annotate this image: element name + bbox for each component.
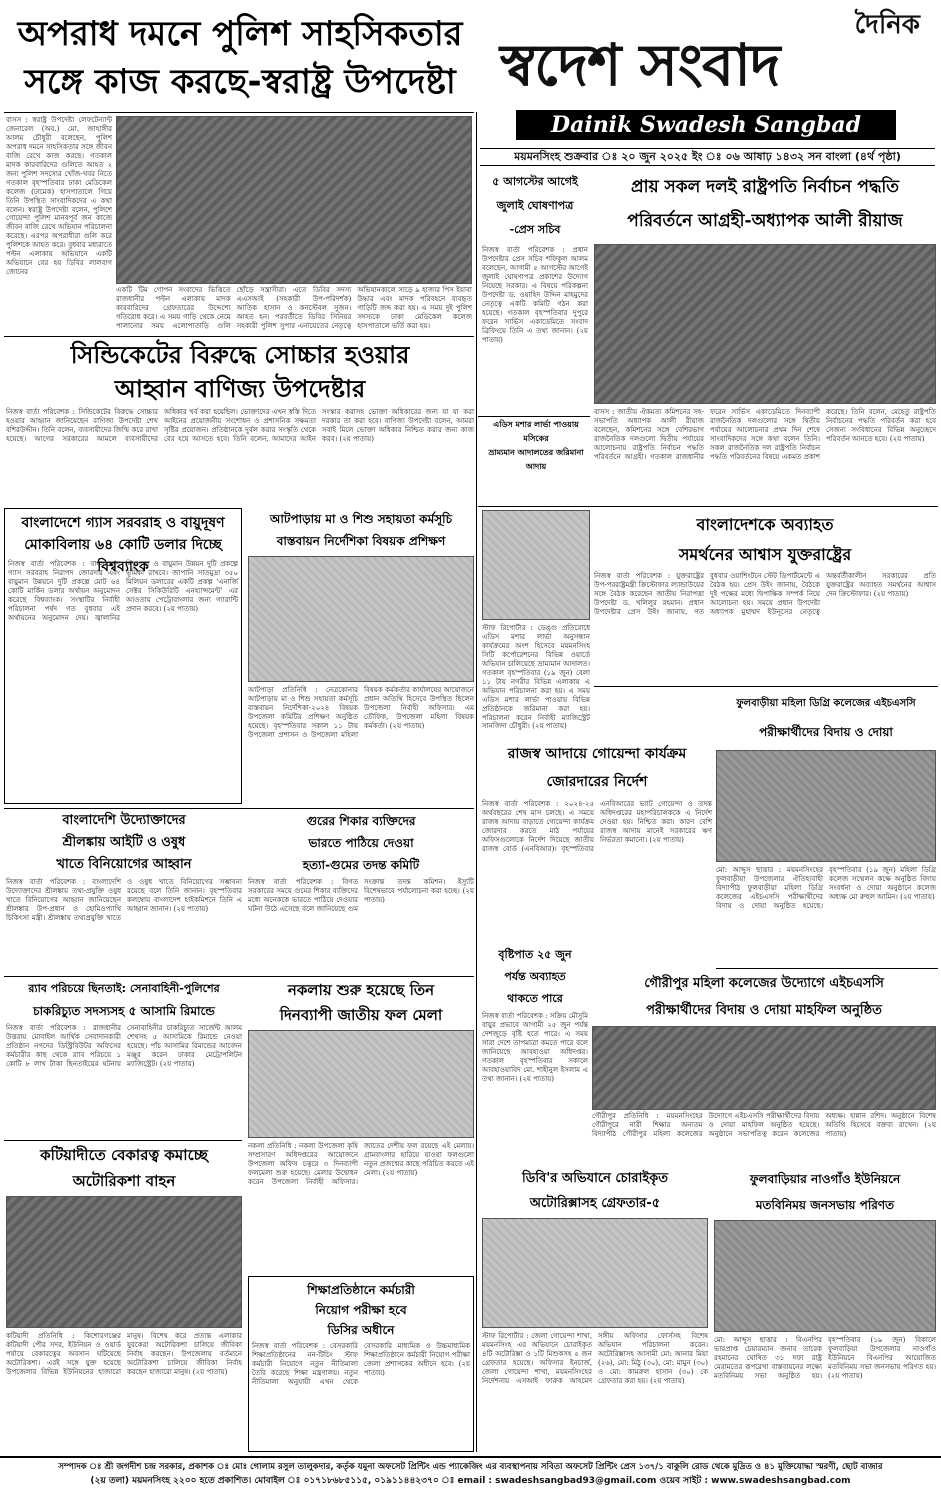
syndicate-headline-line-2: আহ্বান বাণিজ্য উপদেষ্টার	[114, 375, 366, 403]
katiadi-photo	[6, 1196, 242, 1328]
gas-text: নিজস্ব বার্তা পরিবেশক : বাংলাদেশে গ্যাস সরবরাহ নিরাপদ জোরদার এবং বায়ুমান উন্নয়নে দুটি প্রকল্পে মোট ৬৪ কোটি মার্কিন ডলার অর্থায়ন অনুমোদন করেছে বিশ্বব্যাংক। সংস্থাটির নির্বাহী পরিচালনা পর্ষদ গত বুধবার এই অর্থায়নের অনুমোদন দেয়। জ্বালানির নিরাপত্তা ও বায়ুমান উন্নয়ন দুটি প্রকল্পে ভূমিকা রাখবে। জাপানি সাতমুদ্রা ৩৫০ মিলিয়ন ডলারের একটি প্রকল্প 'এনার্জি সেক্টর সিকিউরিটি এনহ্যান্সমেন্ট' এর আওতায় পেট্রোবাংলার জন্য গ্যারান্টি প্রদান করবে। (২য় পাতায়)	[8, 560, 238, 622]
arrest-headline-line-2: অটোরিক্সাসহ গ্রেফতার-৫	[529, 1196, 661, 1211]
sugar-headline	[248, 810, 474, 876]
divider	[716, 968, 938, 969]
fruit-headline	[248, 978, 474, 1028]
katiadi-text: কটিয়াদী প্রতিনিধি : কিশোরগঞ্জের কটিয়াদী পৌর সদর, ইউনিয়ন ও ওয়ার্ড পর্যায়ে বেকারত্বের অবসান ঘটিয়েছে অটোরিকশা। এরই সঙ্গে যুক্ত হয়েছে উপজেলার বিভিন্ন ইউনিয়নের হাজারো মানুষ। বিশেষ করে প্রত্যন্ত এলাকার যুবকেরা অটোরিকশা চালিয়ে জীবিকা নির্বাহ করছেন। উপজেলায় বর্তমানে অটোরিকশা চালিয়ে জীবিকা নির্বাহ করছেন হাজারো মানুষ। (২য় পাতায়)	[6, 1332, 242, 1376]
divider	[594, 686, 938, 687]
gauripur-headline	[592, 970, 936, 1024]
revenue-headline-line-2: জোরদারের নির্দেশ	[546, 774, 648, 790]
usa-headline-line-2: সমর্থনের আশ্বাস যুক্তরাষ্ট্রের	[678, 545, 852, 564]
fulbaria-college-text: মো: আব্দুস ছাত্তার : ময়মনসিংহের ফুলবাড়ীয়া উপজেলার ঐতিহ্যবাহী বিদ্যাপীঠ ফুলবাড়ীয়া মহিলা ডিগ্রি কলেজের এইচএসসি পরীক্ষার্থীদের বিদায় ও দোয়া অনুষ্ঠিত হয়েছে। বৃহস্পতিবার (১৯ জুন) মহিলা ডিগ্রি কলেজ সম্মেলন কক্ষে অনুষ্ঠিত বিদায় সংবর্ধনা ও দোয়া অনুষ্ঠানে কলেজ অধ্যক্ষ মো রুহুল আমিন। (২য় পাতায়)	[716, 866, 936, 910]
fulbaria-union-headline	[714, 1166, 936, 1218]
education-headline-line-2: নিয়োগ পরীক্ষা হবে	[315, 1303, 407, 1317]
masthead-daily: দৈনিক	[854, 10, 920, 40]
divider	[476, 112, 477, 1452]
sugar-headline-line-3: হত্যা-গুমের তদন্ত কমিটি	[302, 858, 420, 872]
usa-headline	[594, 510, 936, 570]
atpara-headline-line-1: আটপাড়ায় মা ও শিশু সহায়তা কর্মসূচি	[269, 512, 453, 526]
entrepreneurs-headline	[6, 810, 242, 876]
masthead-english: Dainik Swadesh Sangbad	[516, 110, 896, 140]
footer	[0, 1456, 941, 1490]
entrepreneurs-text: নিজস্ব বার্তা পরিবেশক : বাংলাদেশি উদ্যোক্তাদের শ্রীলঙ্কায় তথ্য-প্রযুক্তি ওষুধ খাতে বিনিয়োগের আহ্বান জানিয়েছেন শ্রীলঙ্কার উপ-প্রধান ও হোমিওপ্যাথি চিকিৎসা মন্ত্রী। শ্রীলঙ্কায় তথ্যপ্রযুক্তি খাতে ও ওষুধ খাতে বিনিয়োগের সম্ভাবনা রয়েছে বলে তিনি জানান। বৃহস্পতিবার কলম্বোয় বাংলাদেশ হাইকমিশনে তিনি এ আহ্বান জানান। (২য় পাতায়)	[6, 878, 242, 922]
fulbaria-union-photo	[714, 1220, 936, 1332]
rain-text: নিজস্ব বার্তা পরিবেশক : সক্রিয় মৌসুমি বায়ুর প্রভাবে আগামী ২৫ জুন পর্যন্ত দেশজুড়ে বৃষ্টি হতে পারে। এ সময় সারা দেশে তাপমাত্রা কমতে পারে বলে জানিয়েছে আবহাওয়া অধিদপ্তর। গতকাল বৃহস্পতিবার সকালে আবহাওয়াবিদ মো. শাহীনুল ইসলাম এ তথ্য জানান। (২য় পাতায়)	[482, 1012, 588, 1083]
masthead-title: স্বদেশ সংবাদ	[500, 31, 780, 99]
divider	[4, 976, 474, 977]
footer-line-2: (২য় তলা) ময়মনসিংহ ২২০০ হতে প্রকাশিত। মোবাইল ঃ ০১৭১৮৬৮৫১১৫, ০১৯১১৪৪২৩৭০ ঃ email : swadeshsangbad93@gmail.com ওয়েব সাইট : www.swadeshsangbad.com	[90, 1476, 851, 1486]
fruit-text: নকলা প্রতিনিধি : নকলা উপজেলা কৃষি সম্প্রসারণ অধিদপ্তরের আয়োজনে উপজেলা অফিস চত্বরে ৩ দিনব্যাপী ফলমেলা শুরু হয়েছে। মেলার উদ্বোধন করেন উপজেলা নির্বাহী অফিসার। জাতের দেশীয় ফল রয়েছে এই মেলায়। গ্রামবাংলার হারিয়ে যাওয়া ফলগুলো নতুন প্রজন্মের কাছে পরিচিত করতে এই মেলা। (২য় পাতায়)	[248, 1142, 474, 1186]
president-photo	[594, 244, 936, 404]
usa-text: নিজস্ব বার্তা পরিবেশক : যুক্তরাষ্ট্রের উপ-পররাষ্ট্রমন্ত্রী ক্রিস্টোফার ল্যান্ডাউয়ের সঙ্গে বৈঠক করেছেন জাতীয় নিরাপত্তা উপদেষ্টা ড. খলিলুর রহমান। প্রধান উপদেষ্টার প্রেস উইং জানায়, গত বুধবার ওয়াশিংটনে স্টেট ডিপার্টমেন্টে এ বৈঠক হয়। প্রেস উইং জানায়, বৈঠকে দুই পক্ষের মধ্যে দ্বিপাক্ষিক সম্পর্ক নিয়ে আলোচনা হয়। সময়ে প্রধান উপদেষ্টা অধ্যাপক মুহাম্মদ ইউনূসের নেতৃত্বে অন্তর্বর্তীকালীন সরকারের প্রতি যুক্তরাষ্ট্রের অব্যাহত সমর্থনের আশ্বাস দেন ক্রিস্টোফার। (২য় পাতায়)	[594, 572, 936, 616]
education-headline	[252, 1280, 470, 1340]
fruit-headline-line-2: দিনব্যাপী জাতীয় ফল মেলা	[279, 1006, 443, 1024]
fruit-photo	[248, 1030, 474, 1138]
julai-headline-line-1: ৫ আগস্টের আগেই	[492, 175, 578, 188]
fulbaria-college-headline-line-1: ফুলবাড়ীয়া মহিলা ডিগ্রি কলেজের এইচএসসি	[736, 698, 916, 709]
education-headline-line-3: ডিসির অধীনে	[327, 1323, 395, 1337]
education-text: নিজস্ব বার্তা পরিবেশক : বেসরকারি শিক্ষাপ্রতিষ্ঠানের নন-টিচিং স্টাফ কর্মচারী নিয়োগে নতুন নীতিমালা তৈরি করেছে শিক্ষা মন্ত্রণালয়। নতুন নীতিমালা অনুযায়ী এখন থেকে বেসরকারি মাধ্যমিক ও উচ্চমাধ্যমিক শিক্ষাপ্রতিষ্ঠানে কর্মচারী নিয়োগ পরীক্ষা জেলা প্রশাসকের অধীনে হবে। (২য় পাতায়)	[252, 1342, 470, 1386]
gas-headline-line-2: মোকাবিলায় ৬৪ কোটি ডলার দিচ্ছে বিশ্বব্যাংক	[24, 537, 222, 575]
lead-headline	[6, 10, 474, 110]
footer-line-1: সম্পাদক ঃ শ্রী জগদীশ চন্দ্র সরকার, প্রকাশক ঃ মোঃ গোলাম রসুল তালুকদার, কর্তৃক যমুনা অফসেট প্রিন্টিং এন্ড প্যাকেজিং এর ব্যবস্থাপনায় সবিতা অফসেট প্রিন্টিং প্রেস ১৩৭/১ বাকুলি রোড থেকে মুদ্রিত ও ৪১ মুক্তিযোদ্ধা স্মরণী, ছোট বাজার	[58, 1462, 883, 1472]
rain-headline-line-2: পর্যন্ত অব্যাহত	[504, 970, 566, 983]
aedes-headline	[482, 418, 590, 502]
masthead	[480, 4, 935, 154]
rab-text: নিজস্ব বার্তা পরিবেশক : রাজধানীর উত্তরায় মোবাইল আর্থিক সেবাদানকারী প্রতিষ্ঠান নগদের ডিস্ট্রিবিউটর অফিসের কর্মচারীর কাছ থেকে র‍্যাব পরিচয়ে ১ কোটি ৮ লাখ টাকা ছিনতাইয়ের ঘটনায় সেনাবাহিনীর চাকরিচ্যুত সার্জেন্ট আলম শেখসহ ৫ আসামিকে রিমান্ডে নেওয়া হয়েছে। পাঁচ আসামির রিমান্ডের আবেদন মঞ্জুর করেন ঢাকার মেট্রোপলিটন ম্যাজিস্ট্রেট। (২য় পাতায়)	[6, 1024, 242, 1068]
fulbaria-college-photo	[716, 750, 936, 862]
divider	[4, 112, 474, 113]
aedes-headline-line-2: ভ্রাম্যমান আদালতের জরিমানা আদায়	[488, 448, 584, 471]
atpara-headline	[248, 508, 474, 552]
divider	[4, 1140, 242, 1141]
revenue-headline	[482, 740, 712, 796]
divider	[4, 808, 474, 809]
atpara-text: আটপাড়া প্রতিনিধি : নেত্রকোনার আটপাড়ায় মা ও শিশু সহায়তা কর্মসূচি বাস্তবায়ন নির্দেশিকা-২০২৪ বিষয়ক উপজেলা কমিটির প্রশিক্ষণ অনুষ্ঠিত হয়েছে। বৃহস্পতিবার সকাল ১১ টায় উপজেলা প্রশাসন ও উপজেলা মহিলা বিষয়ক কর্মকর্তার কার্যালয়ের আয়োজনে প্রধান অতিথি হিসেবে উপস্থিত ছিলেন উপজেলা নির্বাহী অফিসার। এম তৌফিক, উপজেলা মহিলা বিষয়ক কর্মকর্তা। (২য় পাতায়)	[248, 686, 474, 739]
arrest-headline-line-1: ডিবি'র অভিযানে চোরাইকৃত	[522, 1171, 668, 1186]
dateline: ময়মনসিংহ শুক্রবার ঃ ২০ জুন ২০২৫ ইং ঃ ০৬ আষাঢ় ১৪৩২ সন বাংলা (৪র্থ পৃষ্ঠা)	[480, 148, 935, 166]
gauripur-headline-line-1: গৌরীপুর মহিলা কলেজের উদ্যোগে এইচএসসি	[644, 976, 884, 991]
usa-headline-line-1: বাংলাদেশকে অব্যাহত	[696, 515, 834, 534]
julai-text: নিজস্ব বার্তা পরিবেশক : প্রধান উপদেষ্টার প্রেস সচিব শফিকুল আলম বলেছেন, আগামী ৫ আগস্টের আগেই জুলাই ঘোষণাপত্র প্রকাশের উদ্যোগ নিয়েছে সরকার। এ বিষয়ে পরিকল্পনা উপদেষ্টা ড. ওয়াহিদ উদ্দিন মাহমুদের নেতৃত্বে একটি কমিটি গঠন করা হয়েছে। গতকাল বৃহস্পতিবার দুপুরে ফরেন সার্ভিস একাডেমিতে সংবাদ ব্রিফিংয়ে তিনি এ তথ্য জানান। (২য় পাতায়)	[482, 246, 588, 344]
katiadi-headline-line-2: অটোরিকশা বাহন	[72, 1172, 176, 1190]
fulbaria-union-headline-line-1: ফুলবাড়িয়ার নাওগাঁও ইউনিয়নে	[749, 1172, 901, 1186]
lead-caption-text: একটি টিম গোপন সংবাদের ভিত্তিতে রাজধানীর পল্টন এলাকায় মাদক কারবারিদের গ্রেফতারের উদ্দেশ্যে গতিরোধ করে। এ সময় গাড়ি থেকে নেমে পালানোর সময় এলোপাতাড়ি গুলি ছোঁড়ে সন্ত্রাসীরা। এতে ডিবির সদস্য এএসআই (সহকারী উপ-পরিদর্শক) আতিক হাসান ও কনস্টেবল সুজন। আহত হন। পরবর্তীতে ডিবির সিনিয়র সহকারী পুলিশ সুপার এনায়েতের নেতৃত্বে অভিযানকালে সাড়ে ৯ হাজার পিস ইয়াবা উদ্ধার এবং মাদক পরিবহনে ব্যবহৃত গাড়িটি জব্দ করা হয়। এ সময় দুই পুলিশ সদস্যকে ঢাকা মেডিকেল কলেজ হাসপাতালে ভর্তি করা হয়।	[116, 286, 472, 330]
revenue-headline-line-1: রাজস্ব আদায়ে গোয়েন্দা কার্যক্রম	[507, 746, 687, 762]
syndicate-headline-line-1: সিন্ডিকেটের বিরুদ্ধে সোচ্চার হওয়ার	[70, 341, 410, 369]
sugar-headline-line-2: ভারতে পাঠিয়ে দেওয়া	[308, 836, 414, 850]
gauripur-headline-line-2: পরীক্ষার্থীদের বিদায় ও দোয়া মাহফিল অনুষ্ঠিত	[646, 1003, 882, 1018]
lead-photo	[116, 116, 472, 284]
lead-side-text: বাসস : স্বরাষ্ট্র উপদেষ্টা লেফটেন্যান্ট জেনারেল (অব.) মো. জাহাঙ্গীর আলম চৌধুরী বলেছেন, পুলিশ অপরাধ দমনে সাহসিকতার সঙ্গে জীবন বাজি রেখে কাজ করছে। গতকাল মাদক কারবারিদের গুলিতে আহত ২ জন্য পুলিশ সদস্যের খোঁজ-খবর নিতে গতকাল বৃহস্পতিবার ঢাকা মেডিকেল কলেজ (ঢামেক) হাসপাতালে গিয়ে তিনি উপস্থিত সাংবাদিকদের এ কথা বলেন। স্বরাষ্ট্র উপদেষ্টা বলেন, পুলিশে গোয়েন্দা পুলিশ মানবপূর্ব জন কাজে জীবন বাজি রেখে অভিযান পরিচালনা করেছে। এরপর অপরাধীরা গুলি করে পুলিশকে আহত করে। বুধবার মধ্যরাতে পল্টন এলাকায় অভিযানে একটি অভিযানে বের হয় ডিবির লালবাগ জোনের	[6, 116, 112, 277]
fulbaria-union-text: মো: আব্দুস ছাত্তার : বিএনপির ভারপ্রাপ্ত চেয়ারম্যান জনাব তারেক রহমানের ঘোষিত ৩১ দফা রাষ্ট্র মেরামতের রূপরেখা বাস্তবায়নের লক্ষ্যে মতবিনিময় সভা অনুষ্ঠিত হয়। বৃহস্পতিবার (১৯ জুন) বিকালে ফুলবাড়িয়া উপজেলার নাওগাঁও ইউনিয়নে বিএনপির আয়োজিত মতবিনিময় সভা জনসভায় পরিণত হয়। (২য় পাতায়)	[714, 1336, 936, 1380]
divider	[478, 416, 590, 417]
education-headline-line-1: শিক্ষাপ্রতিষ্ঠানে কর্মচারী	[307, 1283, 415, 1297]
president-text: বাসস : জাতীয় ঐকমত্য কমিশনের সহ-সভাপতি অধ্যাপক আলী রীয়াজ বলেছেন, কমিশনের সঙ্গে বেশিরভাগ রাজনৈতিক দলগুলো দ্বিতীয় পর্যায়ের আলোচনায় রাষ্ট্রপতি নির্বাচন পদ্ধতি পরিবর্তনে আগ্রহী। গতকাল রাজধানীর ফরেন সার্ভিস একাডেমিতে দিনব্যাপী রাজনৈতিক দলগুলোর সঙ্গে দ্বিতীয় পর্যায়ের আলোচনার প্রথম দিন শেষে সাংবাদিকদের সঙ্গে কথা বলেন তিনি। সকল রাজনৈতিক দল রাষ্ট্রপতি নির্বাচন পদ্ধতি পরিবর্তনের বিষয়ে একমত প্রকাশ করেছে। তিনি বলেন, মেহেতু রাষ্ট্রপতি নির্বাচনের পদ্ধতি পরিবর্তন করা হবে সেজন্য সংবিধানের বিভিন্ন অনুচ্ছেদে পরিবর্তন আনতে হবে। (২য় পাতায়)	[594, 408, 936, 461]
president-headline	[594, 170, 936, 240]
rab-headline-line-1: র‍্যাব পরিচয়ে ছিনতাই: সেনাবাহিনী-পুলিশের	[28, 982, 220, 995]
divider	[4, 336, 474, 337]
katiadi-headline-line-1: কটিয়াদীতে বেকারত্ব কমাচ্ছে	[40, 1146, 208, 1164]
entrepreneurs-headline-line-2: শ্রীলঙ্কায় আইটি ও ওষুধ	[62, 835, 186, 850]
atpara-headline-line-2: বাস্তবায়ন নির্দেশিকা বিষয়ক প্রশিক্ষণ	[276, 534, 446, 548]
entrepreneurs-headline-line-3: খাতে বিনিয়োগের আহ্বান	[56, 857, 192, 872]
lead-headline-line-2: সঙ্গে কাজ করছে-স্বরাষ্ট্র উপদেষ্টা	[24, 62, 456, 102]
arrest-photo	[482, 1218, 708, 1328]
divider	[478, 506, 938, 507]
gauripur-photo	[592, 1026, 936, 1110]
aedes-photo	[482, 510, 590, 620]
rab-headline-line-2: চাকরিচ্যুত সদস্যসহ ৫ আসামি রিমান্ডে	[33, 1004, 215, 1018]
atpara-photo	[248, 556, 474, 682]
julai-headline	[482, 170, 588, 242]
lead-headline-line-1: অপরাধ দমনে পুলিশ সাহসিকতার	[17, 14, 463, 54]
syndicate-headline	[6, 338, 474, 406]
rain-headline-line-1: বৃষ্টিপাত ২৫ জুন	[498, 948, 572, 961]
aedes-text: স্টাফ রিপোর্টার : ডেঙ্গু প্রতিরোধে এডিস মশার লার্ভা অনুসন্ধান কার্যক্রমের অংশ হিসেবে ময়মনসিংহ সিটি কর্পোরেশনের বিভিন্ন ওয়ার্ডে অভিযান চালিয়েছে ভ্রাম্যমান আদালত। গতকাল বৃহস্পতিবার (১৯ জুন) বেলা ১১ টায় নগরীর বিভিন্ন এলাকায় এ অভিযান পরিচালনা করা হয়। এ সময় এডিস মশার লার্ভা পাওয়ায় বিভিন্ন প্রতিষ্ঠানকে জরিমানা করা হয়। পরিচালনা করেন নির্বাহী ম্যাজিস্ট্রেট সানজিদা চৌধুরী। (২য় পাতায়)	[482, 624, 590, 731]
fruit-headline-line-1: নকলায় শুরু হয়েছে তিন	[287, 981, 435, 999]
fulbaria-college-headline-line-2: পরীক্ষার্থীদের বিদায় ও দোয়া	[759, 725, 893, 739]
gas-headline	[8, 512, 238, 575]
rain-headline-line-3: থাকতে পারে	[507, 992, 563, 1005]
katiadi-headline	[6, 1142, 242, 1194]
syndicate-text: নিজস্ব বার্তা পরিবেশক : সিন্ডিকেটের বিরুদ্ধে সোচ্চার হওয়ার আহ্বান জানিয়েছেন বাণিজ্য উপদেষ্টা শেখ বশিরউদ্দীন। তিনি বলেন, ব্যবসায়ীদের জিম্মি করে রাখা হয়েছে। আগের সরকারের আমলে ব্যবসায়ীদের অধিকার খর্ব করা হয়েছিল। ভোক্তাদের এখন স্বস্তি দিতে আইনের প্রয়োজনীয় সংশোধন ও প্রশাসনিক সক্ষমতা সৃষ্টির প্রয়োজন। প্রতিষ্ঠানকে দুর্বল করার সংস্কৃতি থেকে বের হয়ে আসতে হবে। তিনি বলেন, আমাদের আইন সংস্কার করাসহ ভোক্তা অধিকারের জন্য যা যা করা দরকার তা করা হবে। বাণিজ্য উপদেষ্টা বলেন, আমরা সবাই মিলে ভোক্তা অধিকার নিশ্চিত করার জন্য কাজ করব। (২য় পাতায়)	[6, 408, 474, 443]
arrest-headline	[482, 1166, 708, 1216]
julai-headline-line-2: জুলাই ঘোষণাপত্র	[496, 199, 574, 212]
sugar-text: নিজস্ব বার্তা পরিবেশক : বিগত সরকারের সময়ে গুমের শিকার ব্যক্তিদের মধ্যে অনেককে ভারতে পাঠিয়ে দেওয়ার ঘটনা উঠে এসেছে বলে জানিয়েছে গুম সংক্রান্ত তদন্ত কমিশন। ইস্যুটি বিশেষভাবে পর্যালোচনা করা হচ্ছে। (২য় পাতায়)	[248, 878, 474, 913]
rab-headline	[6, 978, 242, 1022]
julai-headline-line-3: -প্রেস সচিব	[509, 223, 561, 236]
arrest-text: স্টাফ রিপোর্টার : জেলা গোয়েন্দা শাখা, ময়মনসিংহ এর অভিযানে চোরাইকৃত ৪টি অটোরিক্সা ও ১টি মিশুকসহ ৫ জন গ্রেফতার হয়েছে। অফিসার ইনচার্জ, জেলা গোয়েন্দা শাখা, ময়মনসিংহের নির্দেশনায় এসআই ফারুক আহমেদ সঙ্গীয় অফিসার ফোর্সসহ বিশেষ অভিযান পরিচালনা করেন। অটোরিক্সাসহ আসামী মো: আনার মিয়া (২৬), মো: মিঠু (৩০), মো: মামুন (৩০) ও মো: কামরুল হাসান (৩০) কে গ্রেফতার করা হয়। (২য় পাতায়)	[482, 1332, 708, 1385]
president-headline-line-2: পরিবর্তনে আগ্রহী-অধ্যাপক আলী রীয়াজ	[627, 211, 903, 231]
fulbaria-union-headline-line-2: মতবিনিময় জনসভায় পরিণত	[755, 1198, 895, 1212]
rain-headline-block	[482, 944, 588, 1010]
president-headline-line-1: প্রায় সকল দলই রাষ্ট্রপতি নির্বাচন পদ্ধতি	[630, 177, 900, 197]
sugar-headline-line-1: গুরের শিকার ব্যক্তিদের	[306, 814, 416, 828]
fulbaria-college-headline	[716, 690, 936, 746]
gauripur-text: গৌরীপুর প্রতিনিধি : ময়মনসিংহের গৌরীপুরে নারী শিক্ষার অন্যতম বিদ্যাপীঠ গৌরীপুর মহিলা কলেজের উদ্যোগে এইচএসসি পরীক্ষার্থীদের বিদায় ও দোয়া মাহফিল অনুষ্ঠিত হয়েছে। অনুষ্ঠানে সভাপতিত্ব করেন কলেজের অধ্যক্ষ। হান্নান রশিদ। অনুষ্ঠানে বিশেষ অতিথি হিসেবে বক্তব্য রাখেন। (২য় পাতায়)	[592, 1112, 936, 1138]
gas-headline-line-1: বাংলাদেশে গ্যাস সরবরাহ ও বায়ুদূষণ	[21, 515, 225, 531]
aedes-headline-line-1: এডিস মশার লার্ভা পাওয়ায় মসিকের	[493, 420, 579, 443]
entrepreneurs-headline-line-1: বাংলাদেশি উদ্যোক্তাদের	[62, 813, 186, 828]
revenue-text: নিজস্ব বার্তা পরিবেশক : ২০২৪-২৫ অর্থবছরের শেষ মাস চলছে। এ সময়ে রাজস্ব আদায় বাড়াতে গোয়েন্দা কার্যক্রম জোরদার করতে মাঠ পর্যায়ের অফিসগুলোকে নির্দেশ দিয়েছে জাতীয় রাজস্ব বোর্ড (এনবিআর)। বৃহস্পতিবার এনবিআরের ভ্যাট গোয়েন্দা ও তদন্ত অধিদপ্তরের মহাপরিচালককে এ নির্দেশ দেওয়া হয়। নিশ্চিত করা। কারণ বেশি রাজস্ব আদায় মানেই সরকারের ঋণ নির্ভরতা কমানো। (২য় পাতায়)	[482, 800, 712, 853]
